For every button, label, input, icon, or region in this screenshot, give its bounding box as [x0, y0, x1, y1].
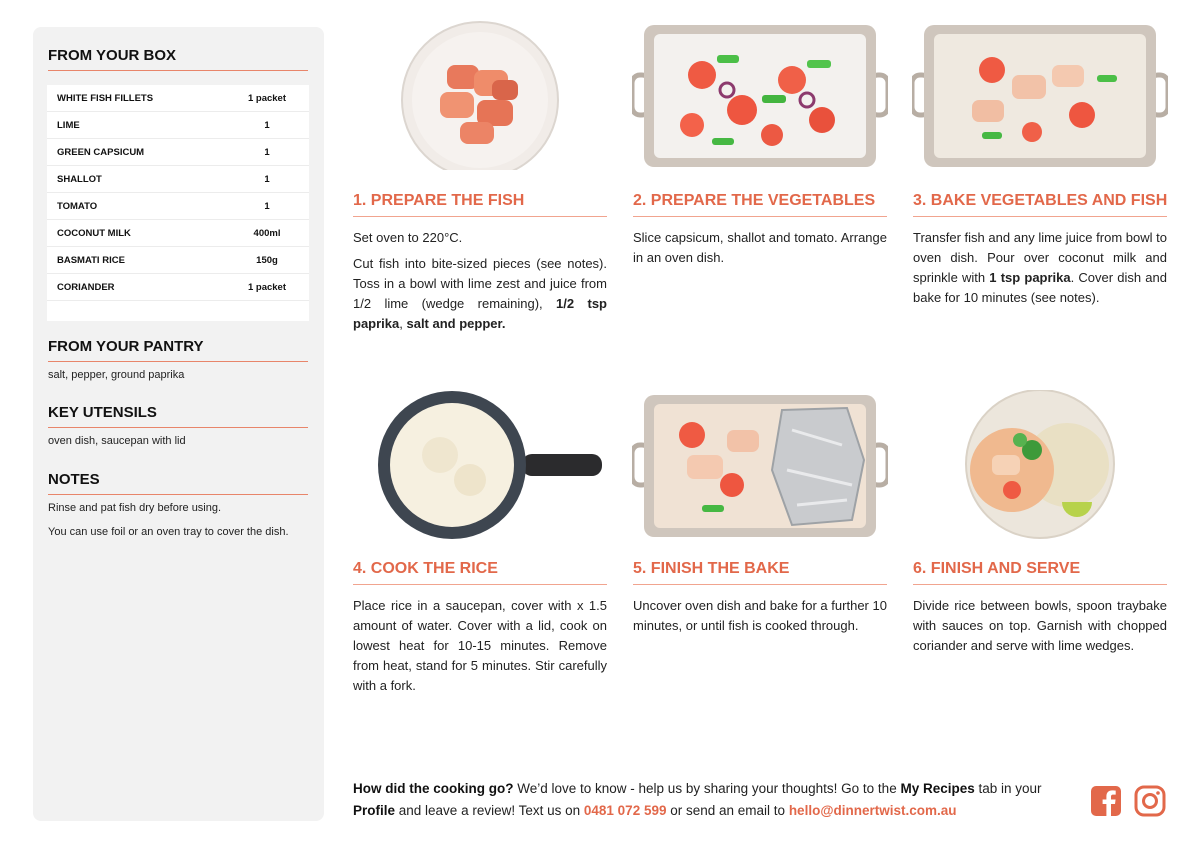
- footer-text-1: We’d love to know - help us by sharing your thoughts! Go to the: [513, 781, 901, 796]
- ingredient-name: TOMATO: [57, 200, 98, 212]
- step-1-text-a: Cut fish into bite-sized pieces (see notes). Toss in a bowl with lime zest and juice from 1/2 lime (wedge remaining),: [353, 256, 607, 311]
- step-6-title: 6. FINISH AND SERVE: [913, 560, 1167, 585]
- footer-question: How did the cooking go?: [353, 781, 514, 796]
- from-your-box-heading: FROM YOUR BOX: [48, 47, 308, 71]
- ingredient-name: WHITE FISH FILLETS: [57, 92, 154, 104]
- footer-text-2: tab in your: [974, 781, 1042, 796]
- ingredient-name: CORIANDER: [57, 281, 115, 293]
- ingredient-row: [47, 274, 309, 301]
- utensils-text: oven dish, saucepan with lid: [48, 435, 186, 447]
- ingredient-row: [47, 85, 309, 112]
- ingredient-row: [47, 220, 309, 247]
- ingredient-qty: 1: [264, 119, 270, 131]
- ingredient-qty: 1: [264, 200, 270, 212]
- step-3-image: [912, 20, 1168, 170]
- ingredient-qty: 1 packet: [247, 281, 287, 293]
- step-3-text-c: . Cover dish and bake for 10 minutes (see notes).: [913, 270, 1167, 305]
- ingredient-row: [47, 166, 309, 193]
- ingredient-name: SHALLOT: [57, 173, 102, 185]
- pantry-heading: FROM YOUR PANTRY: [48, 338, 308, 362]
- note-item: Rinse and pat fish dry before using.: [48, 502, 222, 514]
- step-1-title: 1. PREPARE THE FISH: [353, 192, 607, 217]
- feedback-footer: [353, 778, 1073, 822]
- utensils-heading: KEY UTENSILS: [48, 404, 308, 428]
- step-1-para-2: [353, 254, 607, 334]
- step-2-image: [632, 20, 888, 170]
- instagram-icon[interactable]: [1134, 785, 1166, 817]
- step-2-text: [633, 228, 887, 274]
- step-5-para: Uncover oven dish and bake for a further 10 minutes, or until fish is cooked through.: [633, 598, 887, 633]
- step-1-para-1: Set oven to 220°C.: [353, 230, 463, 245]
- sidebar: [33, 27, 324, 821]
- ingredient-row: [47, 112, 309, 139]
- ingredient-name: COCONUT MILK: [57, 227, 131, 239]
- note-item: You can use foil or an oven tray to cover the dish.: [48, 526, 289, 538]
- step-6-text: [913, 596, 1167, 662]
- ingredients-table: [47, 85, 309, 321]
- step-3-text: [913, 228, 1167, 314]
- step-2-title: 2. PREPARE THE VEGETABLES: [633, 192, 887, 217]
- step-1-image: [352, 20, 608, 170]
- step-1-text: [353, 228, 607, 340]
- step-1-bold-salt: salt and pepper.: [406, 316, 506, 331]
- ingredient-qty: 150g: [256, 254, 278, 266]
- step-4-title: 4. COOK THE RICE: [353, 560, 607, 585]
- step-5-text: [633, 596, 887, 642]
- step-1-bold-paprika: 1/2 tsp paprika: [353, 296, 607, 331]
- step-3-para: [913, 228, 1167, 308]
- ingredient-qty: 1 packet: [247, 92, 287, 104]
- footer-email-link[interactable]: hello@dinnertwist.com.au: [788, 803, 957, 818]
- pantry-text: salt, pepper, ground paprika: [48, 369, 185, 381]
- facebook-icon[interactable]: [1090, 785, 1122, 817]
- footer-profile: Profile: [353, 803, 396, 818]
- ingredient-name: LIME: [57, 119, 80, 131]
- ingredient-qty: 400ml: [253, 227, 281, 239]
- step-1-text-c: ,: [399, 316, 407, 331]
- step-4-image: [352, 390, 608, 540]
- step-6-image: [912, 390, 1168, 540]
- footer-text-3: and leave a review! Text us on: [395, 803, 584, 818]
- footer-phone-link[interactable]: 0481 072 599: [583, 803, 667, 818]
- ingredient-qty: 1: [264, 173, 270, 185]
- step-5-title: 5. FINISH THE BAKE: [633, 560, 887, 585]
- step-6-para: Divide rice between bowls, spoon traybake with sauces on top. Garnish with chopped coriander and serve with lime wedges.: [913, 598, 1167, 653]
- ingredient-name: GREEN CAPSICUM: [57, 146, 145, 158]
- step-4-para: Place rice in a saucepan, cover with x 1.5 amount of water. Cover with a lid, cook on lowest heat for 10-15 minutes. Remove from heat, stand for 5 minutes. Stir carefully with a fork.: [353, 598, 607, 693]
- step-3-title: 3. BAKE VEGETABLES AND FISH: [913, 192, 1167, 217]
- step-4-text: [353, 596, 607, 702]
- ingredient-row: [47, 193, 309, 220]
- footer-my-recipes: My Recipes: [900, 781, 975, 796]
- step-5-image: [632, 390, 888, 540]
- step-2-para: Slice capsicum, shallot and tomato. Arrange in an oven dish.: [633, 230, 887, 265]
- ingredient-row: [47, 247, 309, 274]
- step-3-bold-paprika: 1 tsp paprika: [989, 270, 1071, 285]
- ingredient-name: BASMATI RICE: [57, 254, 125, 266]
- step-3-text-a: Transfer fish and any lime juice from bowl to oven dish. Pour over coconut milk and sprinkle with: [913, 230, 1167, 285]
- footer-text-4: or send an email to: [666, 803, 789, 818]
- ingredient-row: [47, 139, 309, 166]
- notes-heading: NOTES: [48, 471, 308, 495]
- ingredient-qty: 1: [264, 146, 270, 158]
